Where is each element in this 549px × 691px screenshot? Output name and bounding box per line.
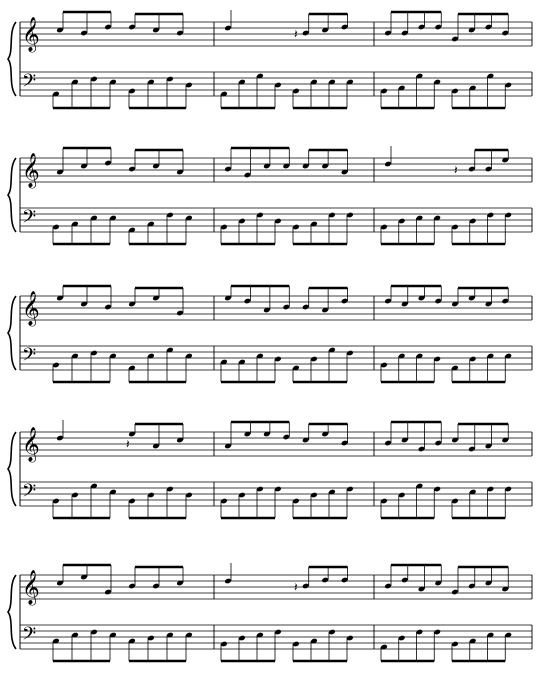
system-brace xyxy=(8,575,16,649)
system-brace xyxy=(8,432,16,506)
bass-clef-icon: 𝄢 xyxy=(22,481,37,506)
system-5 xyxy=(8,563,532,661)
system-brace xyxy=(8,22,16,96)
system-2 xyxy=(8,146,532,244)
treble-clef-icon: 𝄞 xyxy=(22,570,40,605)
treble-clef-icon: 𝄞 xyxy=(22,427,40,462)
bass-clef-icon: 𝄢 xyxy=(22,71,37,96)
system-4 xyxy=(8,420,532,518)
treble-clef-icon: 𝄞 xyxy=(22,153,40,188)
rest-icon: 𝄽 xyxy=(126,437,130,451)
treble-clef-icon: 𝄞 xyxy=(22,17,40,52)
bass-clef-icon: 𝄢 xyxy=(22,624,37,649)
rest-icon: 𝄽 xyxy=(294,27,298,41)
system-brace xyxy=(8,296,16,370)
system-3 xyxy=(8,286,532,382)
footer-caption xyxy=(456,658,516,668)
score-systems xyxy=(8,10,532,661)
rest-icon: 𝄽 xyxy=(294,580,298,594)
system-brace xyxy=(8,158,16,232)
bass-clef-icon: 𝄢 xyxy=(22,345,37,370)
system-1 xyxy=(8,10,532,108)
treble-clef-icon: 𝄞 xyxy=(22,291,40,326)
rest-icon: 𝄽 xyxy=(454,163,458,177)
bass-clef-icon: 𝄢 xyxy=(22,207,37,232)
